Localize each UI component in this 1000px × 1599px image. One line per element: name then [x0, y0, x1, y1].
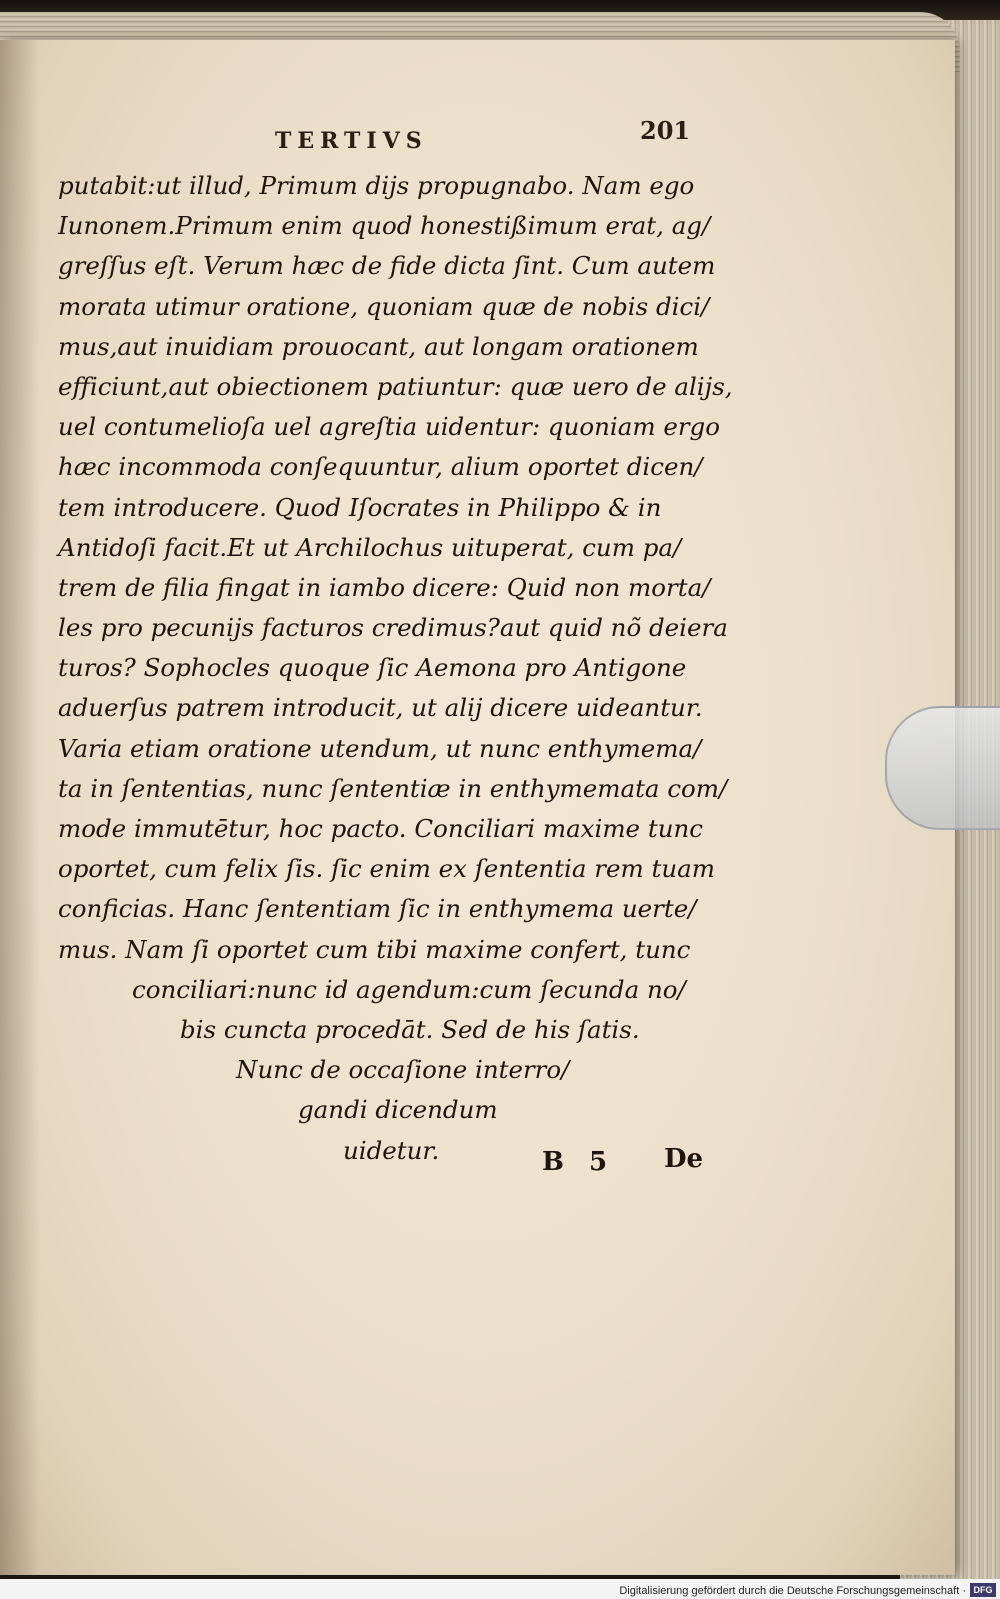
text-line: hæc incommoda conſequuntur, alium oportet dicen/ [58, 452, 703, 482]
text-line: bis cuncta procedāt. Sed de his ſatis. [180, 1014, 640, 1044]
text-line: Iunonem.Primum enim quod honestißimum erat, ag/ [58, 211, 711, 241]
text-line: mus. Nam ſi oportet cum tibi maxime confert, tunc [58, 934, 691, 964]
text-line: gandi dicendum [298, 1095, 498, 1125]
text-line: greſſus eſt. Verum hæc de fide dicta ſint. Cum autem [58, 251, 716, 281]
catchword: De [664, 1144, 704, 1174]
text-line: trem de filia fingat in iambo dicere: Quid non morta/ [58, 572, 711, 602]
text-line: Varia etiam oratione utendum, ut nunc enthymema/ [58, 733, 702, 763]
text-line: Nunc de occaſione interro/ [236, 1055, 570, 1085]
dfg-logo: DFG [970, 1583, 996, 1597]
text-line: efficiunt,aut obiectionem patiuntur: quæ uero de alijs, [58, 371, 733, 401]
running-head: TERTIVS [275, 128, 428, 154]
text-line: uidetur. [343, 1135, 440, 1165]
signature-mark: B 5 [542, 1147, 616, 1177]
text-line: morata utimur oratione, quoniam quæ de nobis dici/ [58, 291, 710, 321]
text-line: mode immutētur, hoc pacto. Conciliari maxime tunc [58, 814, 703, 843]
text-line: conficias. Hanc ſententiam ſic in enthymema uerte/ [58, 894, 697, 924]
text-line: Antidoſi facit.Et ut Archilochus uituperat, cum pa/ [58, 532, 682, 562]
gutter-shadow [0, 40, 40, 1575]
text-line: uel contumelioſa uel agreſtia uidentur: quoniam ergo [58, 412, 720, 442]
text-line: tem introducere. Quod Iſocrates in Philippo & in [58, 492, 662, 522]
page-clip-holder [885, 706, 1000, 830]
digitization-footer [0, 1579, 1000, 1599]
text-line: les pro pecunijs facturos credimus?aut quid nõ deiera [58, 613, 728, 643]
text-line: putabit:ut illud, Primum dijs propugnabo. Nam ego [58, 171, 695, 200]
text-line: conciliari:nunc id agendum:cum ſecunda no/ [132, 974, 686, 1004]
text-line: ta in ſententias, nunc ſententiæ in enthymemata com/ [58, 773, 728, 803]
text-line: mus,aut inuidiam prouocant, aut longam orationem [58, 331, 699, 361]
body-text [58, 166, 733, 1171]
text-line: aduerſus patrem introducit, ut alij dicere uideantur. [58, 693, 703, 723]
text-line: turos? Sophocles quoque ſic Aemona pro Antigone [58, 653, 687, 683]
footer-credit: Digitalisierung gefördert durch die Deutsche Forschungsgemeinschaft · [619, 1585, 966, 1597]
page-number: 201 [640, 116, 691, 145]
text-line: oportet, cum felix ſis. ſic enim ex ſententia rem tuam [58, 854, 715, 884]
